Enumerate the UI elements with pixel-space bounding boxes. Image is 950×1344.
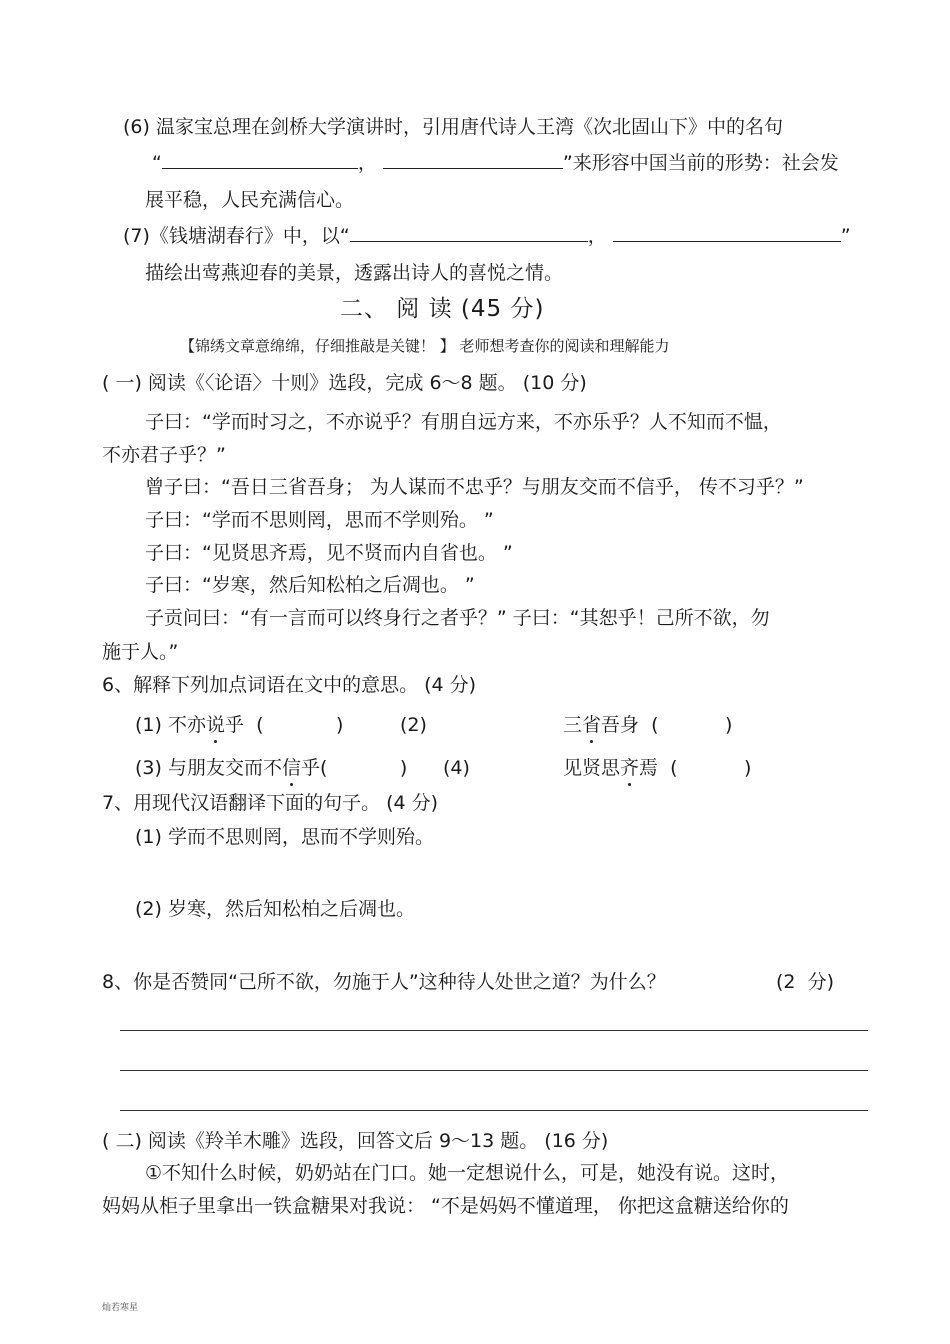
q6-line1: (6) 温家宝总理在剑桥大学演讲时，引用唐代诗人王湾《次北固山下》中的名句: [123, 116, 783, 138]
q6-item-1-post[interactable]: 乎 ( ): [224, 714, 344, 736]
q6-item-1: [135, 712, 343, 738]
lunyu-p6b: 施于人。”: [102, 641, 179, 663]
part2-para-1a: ①不知什么时候，奶奶站在门口。她一定想说什么，可是，她没有说。这时，: [145, 1162, 790, 1184]
q6-item-4-pre: 见贤思: [563, 757, 621, 779]
q6-item-3-pre: (3) 与朋友交而不: [135, 757, 282, 779]
q7-answer-blank-2[interactable]: [613, 223, 841, 242]
q7-head: (7)《钱塘湖春行》中，以“: [123, 225, 350, 247]
q6-line3: 展平稳，人民充满信心。: [145, 189, 355, 211]
lunyu-p2: 曾子曰：“吾日三省吾身； 为人谋而不忠乎？与朋友交而不信乎， 传不习乎？”: [145, 476, 804, 498]
part2-para-1b: 妈妈从柜子里拿出一铁盒糖果对我说： “不是妈妈不懂道理， 你把这盒糖送给你的: [102, 1195, 789, 1217]
q6-comma: ，: [357, 152, 377, 174]
lunyu-p3: 子曰：“学而不思则罔，思而不学则殆。 ”: [145, 509, 494, 531]
part1-heading: ( 一) 阅读《〈论语〉十则》选段，完成 6～8 题。 (10 分): [102, 372, 587, 394]
q8-title: 8、你是否赞同“己所不欲，勿施于人”这种待人处世之道？为什么？: [102, 971, 666, 993]
q6-item-3-post[interactable]: 乎( ): [300, 757, 408, 779]
q6-item-4-dotted: 齐: [620, 757, 640, 779]
q6-answer-blank-1[interactable]: [162, 150, 358, 169]
q6-item-4-num: (4): [443, 757, 470, 779]
q8-points: (2 分): [776, 971, 834, 993]
lunyu-p1b: 不亦君子乎？”: [102, 444, 226, 466]
q6-line2: [152, 150, 839, 176]
q6-item-1-pre: (1) 不亦: [135, 714, 206, 736]
q6-answer-blank-2[interactable]: [383, 150, 563, 169]
q6-item-3: [135, 755, 407, 781]
q7-sentence-1: (1) 学而不思则罔，思而不学则殆。: [135, 826, 434, 848]
part2-heading: ( 二) 阅读《羚羊木雕》选段，回答文后 9～13 题。 (16 分): [102, 1130, 609, 1152]
q6-item-3-dotted: 信: [281, 757, 301, 779]
q7-answer-blank-1[interactable]: [350, 223, 588, 242]
q6-item-1-dotted: 说: [205, 714, 225, 736]
q6-line2-tail: ”来形容中国当前的形势：社会发: [562, 152, 839, 174]
q7-line2: 描绘出莺燕迎春的美景，透露出诗人的喜悦之情。: [145, 262, 564, 284]
q6-item-2-num: (2): [400, 714, 427, 736]
q8-answer-line-3[interactable]: [120, 1110, 868, 1111]
q6-title: 6、解释下列加点词语在文中的意思。 (4 分): [102, 674, 477, 696]
q7-close-quote: ”: [840, 225, 851, 247]
q6-item-2-pre: 三: [563, 714, 583, 736]
q6-item-4-post[interactable]: 焉 ( ): [639, 757, 752, 779]
q6-item-2-post[interactable]: 吾身 ( ): [601, 714, 733, 736]
lunyu-p4: 子曰：“见贤思齐焉，见不贤而内自省也。 ”: [145, 542, 513, 564]
section-title: 二、 阅 读 (45 分): [340, 296, 545, 322]
q8-answer-line-1[interactable]: [120, 1030, 868, 1031]
page-footer: 灿若寒星: [102, 1303, 139, 1313]
q7-sentence-2: (2) 岁寒，然后知松柏之后凋也。: [135, 898, 415, 920]
q6-item-4: [563, 755, 751, 781]
lunyu-p5: 子曰：“岁寒，然后知松柏之后凋也。 ”: [145, 574, 475, 596]
q7-title: 7、用现代汉语翻译下面的句子。 (4 分): [102, 792, 439, 814]
q6-item-2-dotted: 省: [582, 714, 602, 736]
q7-comma: ，: [587, 225, 607, 247]
section-tip: 【锦绣文章意绵绵，仔细推敲是关键！ 】 老师想考查你的阅读和理解能力: [180, 337, 670, 355]
lunyu-p6a: 子贡问曰：“有一言而可以终身行之者乎？” 子曰：“其恕乎！己所不欲，勿: [145, 607, 770, 629]
q6-item-2: [563, 712, 732, 738]
lunyu-p1a: 子曰：“学而时习之，不亦说乎？有朋自远方来，不亦乐乎？人不知而不愠，: [145, 411, 782, 433]
q7-line1: [123, 223, 851, 249]
q6-open-quote: “: [152, 152, 162, 174]
q8-answer-line-2[interactable]: [120, 1070, 868, 1071]
